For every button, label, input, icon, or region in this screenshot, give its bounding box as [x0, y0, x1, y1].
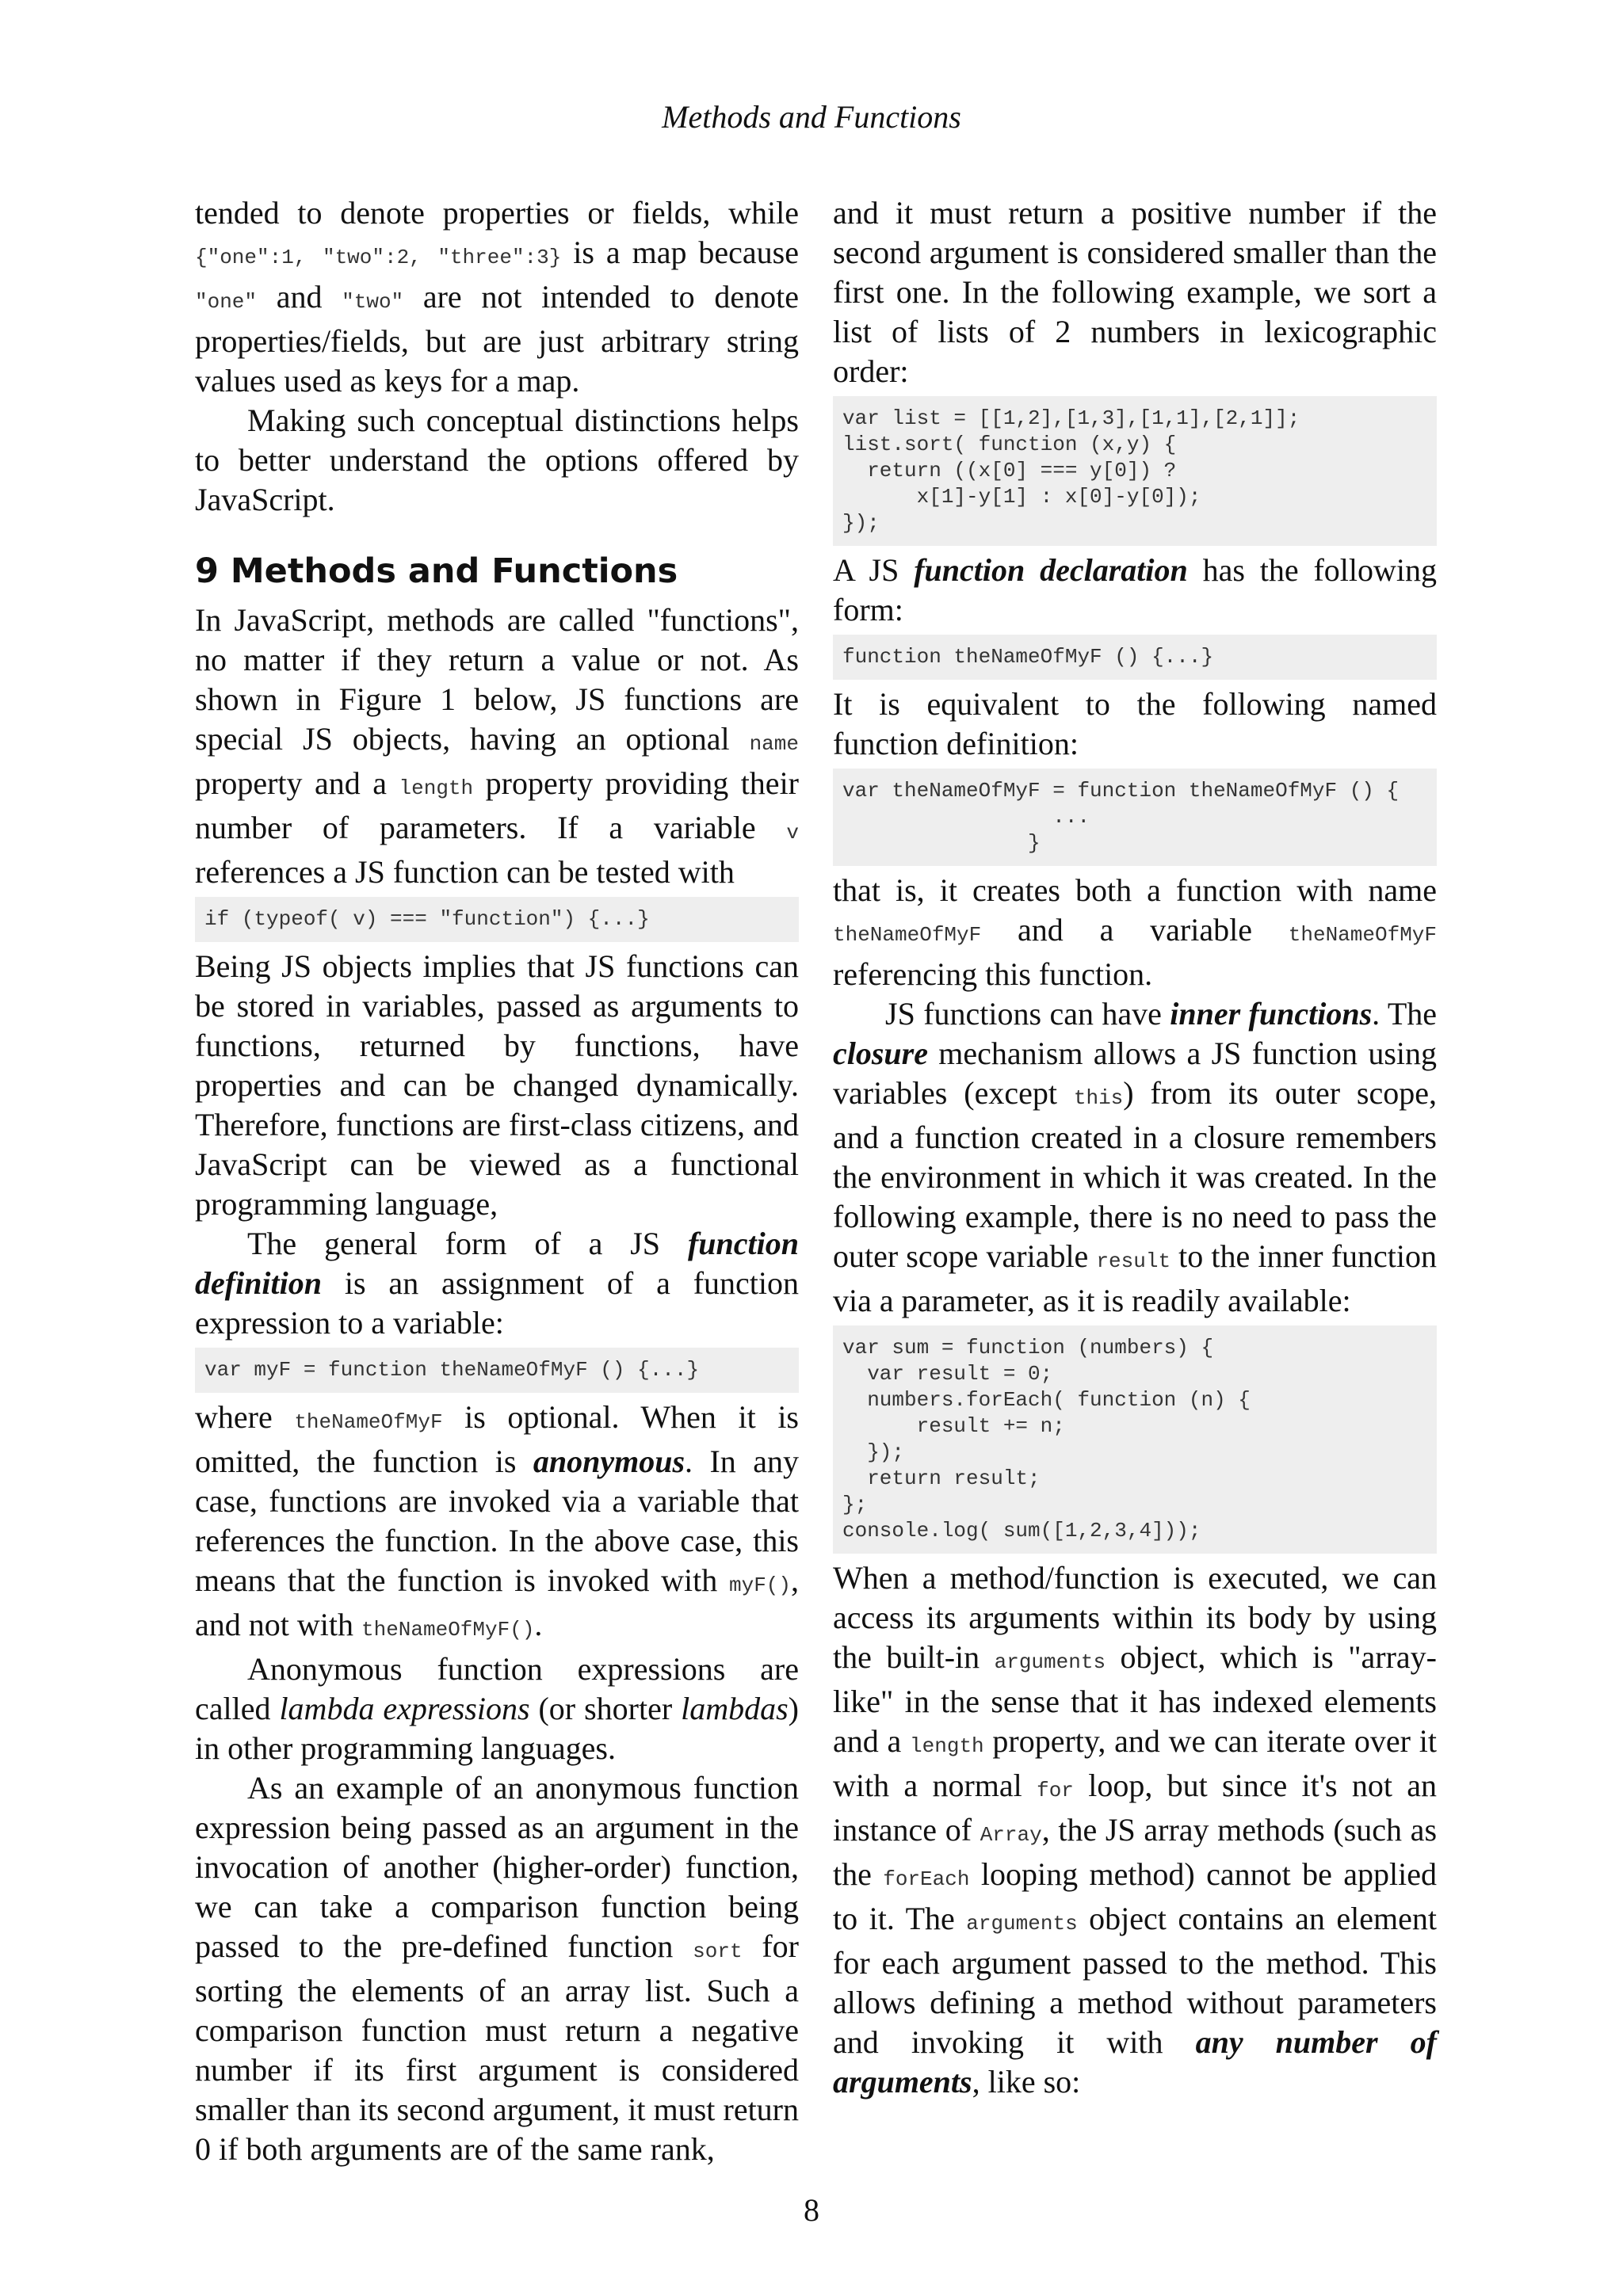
inline-code: {"one":1, "two":2, "three":3}	[195, 246, 562, 269]
text: is an assignment of a function expression to a variable:	[195, 1265, 799, 1341]
inline-code: this	[1073, 1086, 1124, 1110]
emphasis: function declaration	[914, 552, 1188, 588]
text: is a map because	[561, 235, 799, 270]
inline-code: sort	[693, 1939, 743, 1963]
inline-code: arguments	[994, 1650, 1106, 1674]
paragraph-first-class: Being JS objects implies that JS functions can be stored in variables, passed as arguments to functions, returned by functions, have properties and can be changed dynamically. Therefore, functions are first-class citizens, and JavaScript can be viewed as a functional programming language,	[195, 948, 799, 1222]
page-number: 8	[804, 2192, 819, 2228]
emphasis: any number of arguments	[833, 2024, 1437, 2100]
emphasis: closure	[833, 1035, 928, 1071]
text: mechanism allows a JS function using variables (except	[833, 1035, 1437, 1111]
paragraph-sort-continued: and it must return a positive number if the second argument is considered smaller than the first one. In the following example, we sort a list of lists of 2 numbers in lexicographic order:	[833, 195, 1437, 389]
paragraph-map-example	[195, 193, 799, 401]
text: object, which is "array-like" in the sense that it has indexed elements and a	[833, 1639, 1437, 1759]
code-block-typeof: if (typeof( v) === "function") {...}	[195, 897, 799, 942]
emphasis: anonymous	[533, 1444, 685, 1479]
paragraph-function-declaration	[833, 551, 1437, 630]
text: JS functions can have	[885, 996, 1170, 1032]
text: (or shorter	[529, 1691, 682, 1726]
inline-code: arguments	[966, 1912, 1078, 1936]
inline-code: length	[910, 1734, 984, 1758]
text: A JS	[833, 552, 915, 588]
text: where	[195, 1399, 295, 1435]
text: are not intended to denote properties/fields, but are just arbitrary string values used as keys for a map.	[195, 279, 799, 399]
paragraph-lambdas	[195, 1650, 799, 1768]
emphasis: function definition	[195, 1226, 799, 1301]
text: to the inner function via a parameter, as it is readily available:	[833, 1238, 1438, 1318]
paragraph-distinctions: Making such conceptual distinctions helps to better understand the options offered by JavaScript.	[195, 402, 799, 517]
code-block-definition: var myF = function theNameOfMyF () {...}	[195, 1348, 799, 1393]
paragraph-arguments	[833, 1558, 1437, 2102]
text: has the following form:	[833, 552, 1437, 627]
inline-code: forEach	[883, 1867, 970, 1891]
inline-code: result	[1096, 1249, 1171, 1273]
text: references a JS function can be tested with	[195, 854, 735, 890]
inline-code: myF()	[728, 1573, 791, 1597]
text: ) from its outer scope, and a function created in a closure remembers the environment in which it was created. In the following example, there is no need to pass the outer scope variable	[833, 1075, 1437, 1274]
inline-code: for	[1037, 1779, 1074, 1802]
text: ) in other programming languages.	[195, 1691, 799, 1766]
text: . In any case, functions are invoked via a variable that references the function. In the above case, this means that the function is invoked with	[195, 1444, 800, 1598]
emphasis: inner functions	[1170, 996, 1373, 1032]
code-block-sort: var list = [[1,2],[1,3],[1,1],[2,1]]; list.sort( function (x,y) { return ((x[0] === y[0]) ? x[1]-y[1] : x[0]-y[0]); });	[833, 396, 1437, 546]
code-block-sum: var sum = function (numbers) { var result = 0; numbers.forEach( function (n) { result += n; }); return result; }; console.log( sum([1,2,3,4]));	[833, 1325, 1437, 1554]
text: that is, it creates both a function with name	[833, 872, 1437, 908]
text: and a variable	[981, 912, 1289, 948]
text: loop, but since it's not an instance of	[833, 1768, 1438, 1848]
text: In JavaScript, methods are called "functions", no matter if they return a value or not. As shown in Figure 1 below, JS functions are special JS objects, having an optional	[195, 602, 799, 757]
running-head: Methods and Functions	[662, 99, 961, 135]
left-column	[195, 193, 799, 2169]
italic-term: lambda expressions	[279, 1691, 530, 1726]
text: tended to denote properties or fields, while	[195, 195, 799, 231]
inline-code: theNameOfMyF()	[361, 1618, 535, 1642]
inline-code: Array	[980, 1823, 1042, 1847]
text: As an example of an anonymous function expression being passed as an argument in the invocation of another (higher-order) function, we can take a comparison function being passed to the pre-defined function	[195, 1770, 799, 1964]
text: Anonymous function expressions are called	[195, 1651, 799, 1726]
inline-code: length	[399, 776, 474, 800]
text: property, and we can iterate over it with a normal	[833, 1723, 1437, 1803]
text: The general form of a JS	[247, 1226, 688, 1261]
paragraph-sort-example	[195, 1768, 799, 2169]
paragraph-function-definition	[195, 1224, 799, 1343]
text: , and not with	[195, 1562, 799, 1642]
paragraph-anonymous	[195, 1398, 799, 1650]
text: property and a	[195, 765, 399, 801]
italic-term: lambdas	[681, 1691, 789, 1726]
text: . The	[1372, 996, 1438, 1032]
inline-code: name	[749, 732, 799, 756]
text: , the JS array methods (such as the	[833, 1812, 1438, 1892]
text: referencing this function.	[833, 956, 1153, 992]
paragraph-closures	[833, 994, 1437, 1321]
paragraph-equivalent: It is equivalent to the following named function definition:	[833, 686, 1437, 761]
inline-code: theNameOfMyF	[294, 1410, 443, 1434]
paragraph-creates-both	[833, 871, 1437, 994]
inline-code: theNameOfMyF	[833, 923, 982, 947]
inline-code: theNameOfMyF	[1288, 923, 1437, 947]
inline-code: "one"	[195, 290, 258, 314]
right-column	[833, 193, 1437, 2102]
text: is optional. When it is omitted, the function is	[195, 1399, 799, 1479]
text: for sorting the elements of an array list. Such a comparison function must return a negative number if its first argument is considered smaller than its second argument, it must return 0 if both arguments are of the same rank,	[195, 1928, 799, 2167]
code-block-named-definition: var theNameOfMyF = function theNameOfMyF () { ... }	[833, 769, 1437, 866]
inline-code: v	[786, 821, 799, 845]
paragraph-functions-intro	[195, 601, 799, 892]
text: When a method/function is executed, we can access its arguments within its body by using the built-in	[833, 1560, 1437, 1675]
code-block-declaration: function theNameOfMyF () {...}	[833, 635, 1437, 680]
section-heading: 9 Methods and Functions	[195, 551, 678, 591]
text: looping method) cannot be applied to it. The	[833, 1856, 1437, 1936]
text: property providing their number of parameters. If a variable	[195, 765, 799, 845]
text: , like so:	[972, 2064, 1081, 2100]
text: .	[534, 1607, 543, 1642]
inline-code: "two"	[342, 290, 404, 314]
text: object contains an element for each argument passed to the method. This allows defining a method without parameters and invoking it with	[833, 1901, 1437, 2060]
text: and	[257, 279, 342, 315]
